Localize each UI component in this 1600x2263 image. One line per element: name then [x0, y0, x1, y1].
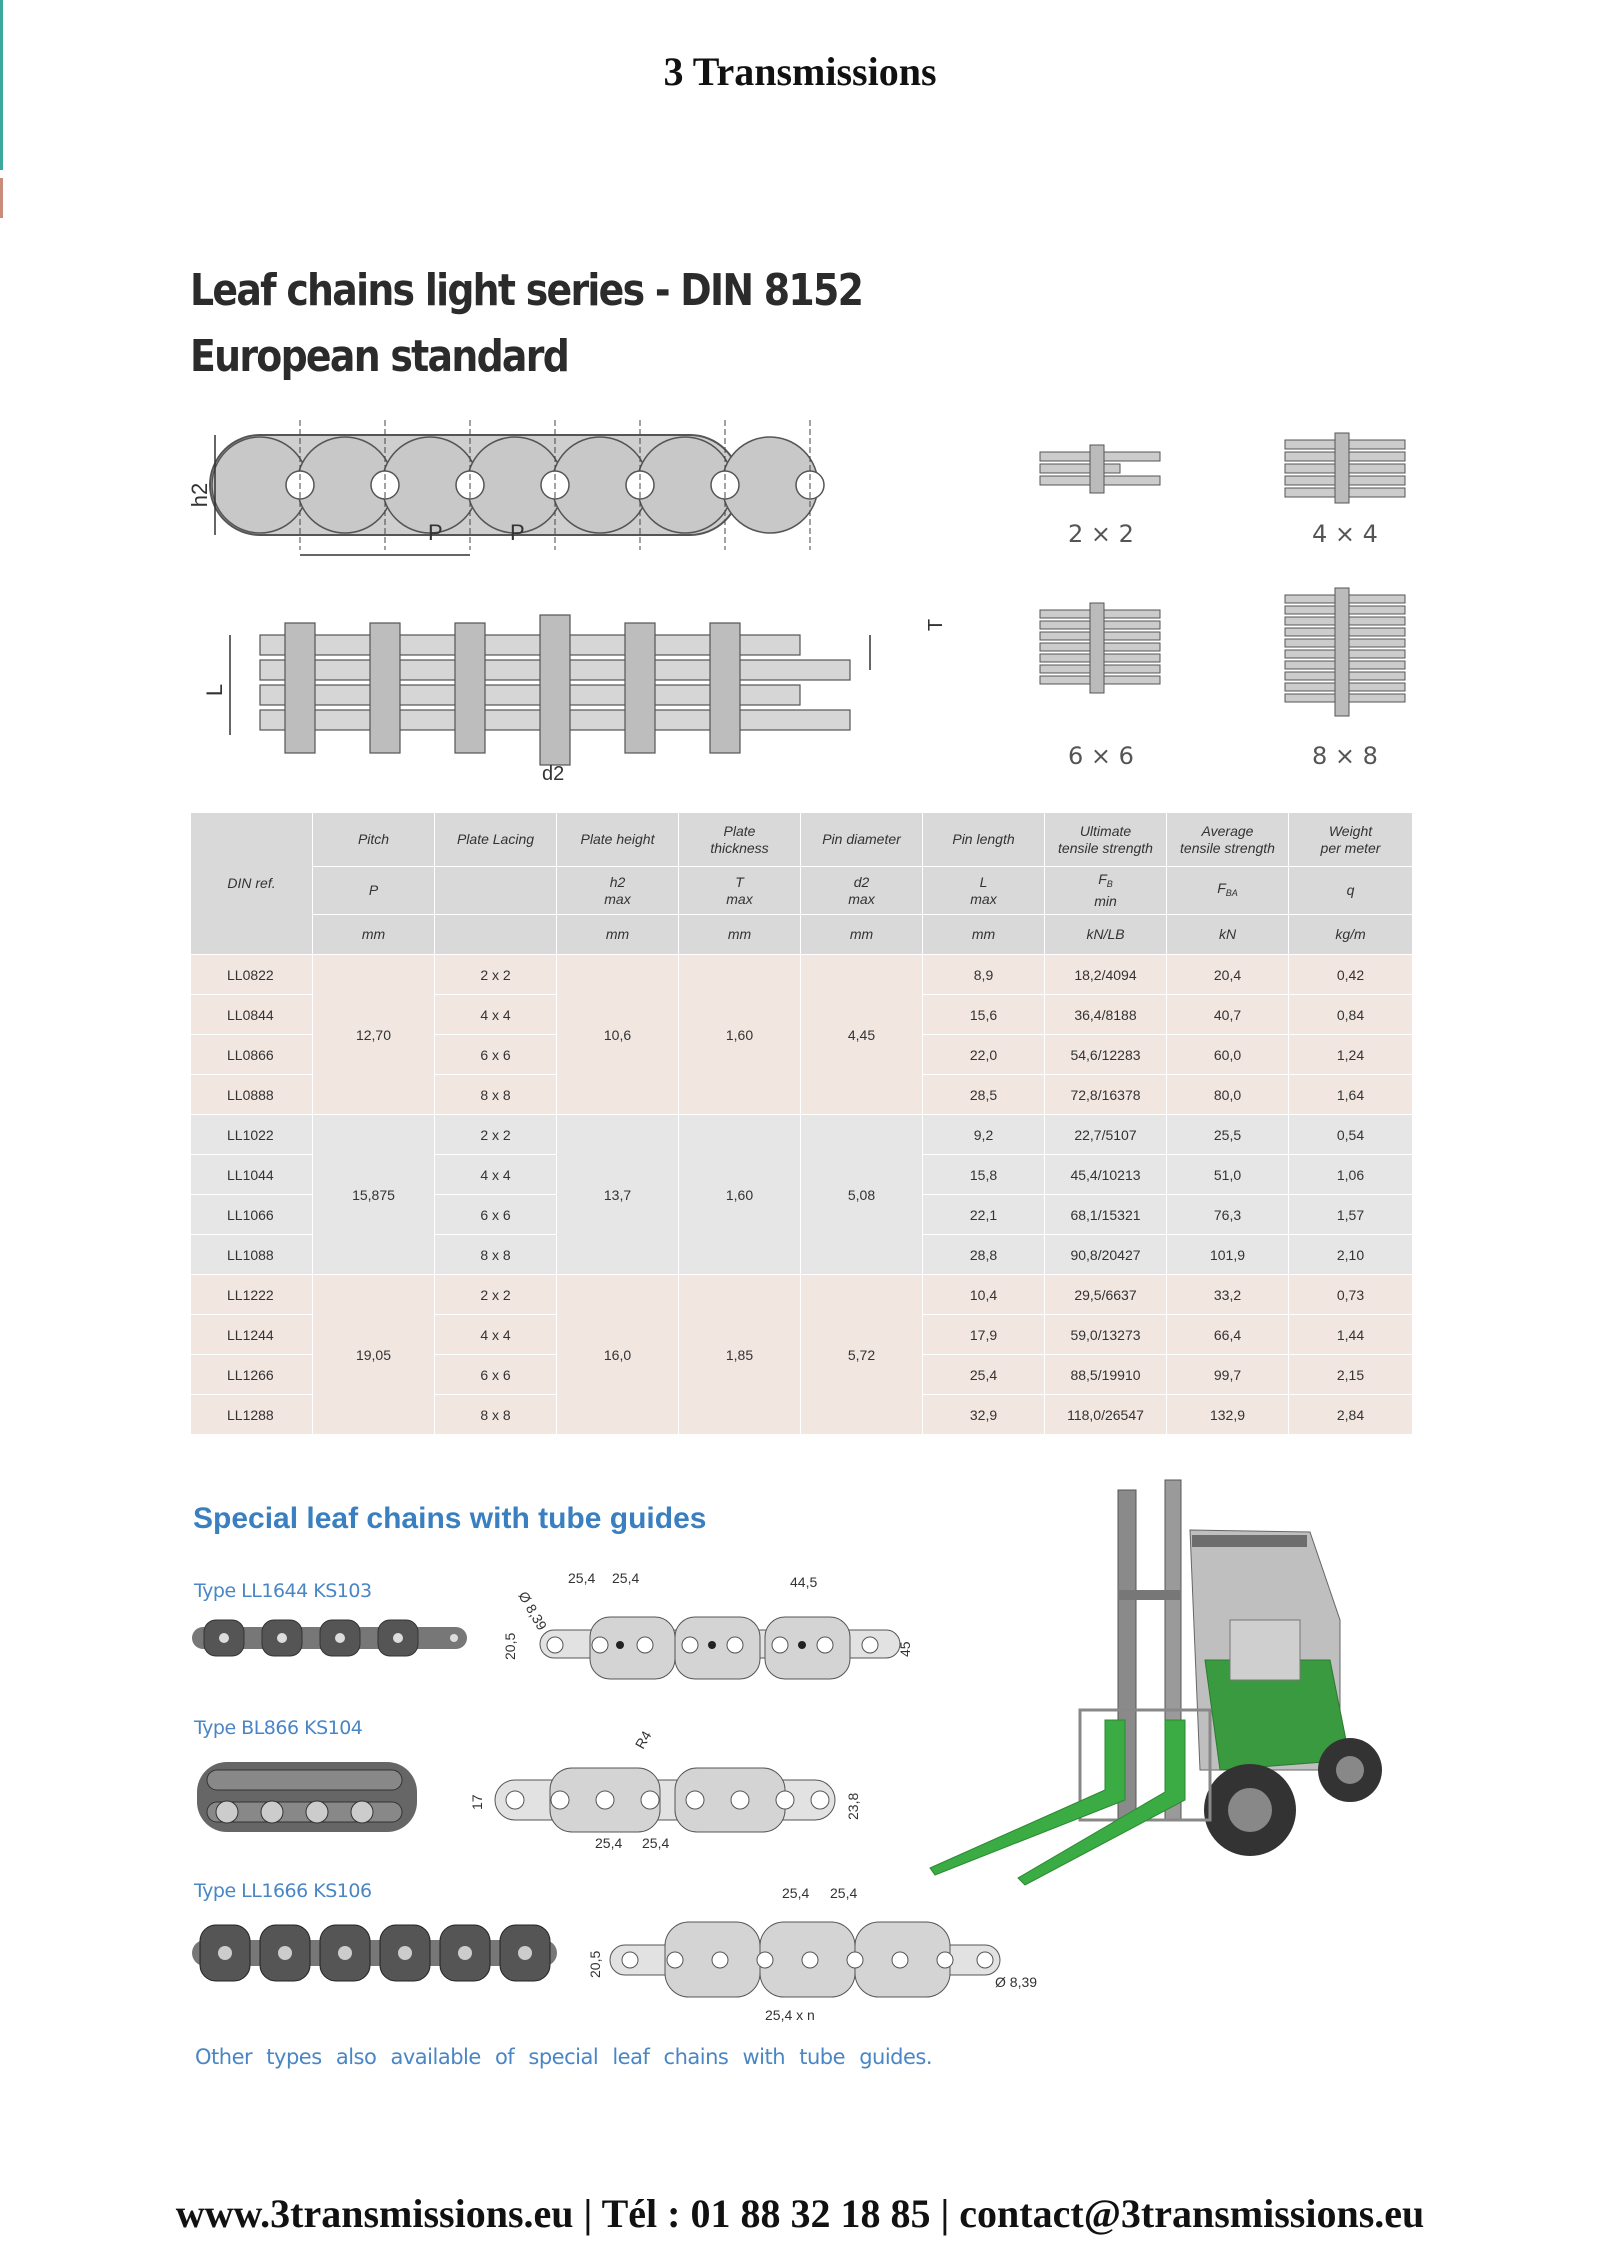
dim-height-2: 17 [469, 1794, 485, 1810]
cell-pin-diameter: 5,08 [801, 1115, 923, 1275]
cell-ref: LL1244 [191, 1315, 313, 1355]
cell-lacing: 6 x 6 [435, 1355, 557, 1395]
lacing-6x6-diagram [1035, 600, 1165, 700]
cell-uts: 18,2/4094 [1045, 955, 1167, 995]
table-row [191, 1115, 1413, 1155]
footer-contact: www.3transmissions.eu | Tél : 01 88 32 18 85 | contact@3transmissions.eu [175, 2191, 1425, 2236]
cell-ref: LL1288 [191, 1395, 313, 1435]
cell-avg: 132,9 [1167, 1395, 1289, 1435]
symbol-pitch: P [313, 867, 435, 915]
cell-lacing: 8 x 8 [435, 1075, 557, 1115]
cell-lacing: 4 x 4 [435, 1155, 557, 1195]
dim-outer-2: 23,8 [845, 1792, 861, 1820]
cell-plate-height: 13,7 [557, 1115, 679, 1275]
cell-pin-length: 10,4 [923, 1275, 1045, 1315]
cell-weight: 1,64 [1289, 1075, 1413, 1115]
dim-diameter-1: Ø 8,39 [515, 1588, 551, 1633]
cell-uts: 72,8/16378 [1045, 1075, 1167, 1115]
lacing-label-6x6: 6 × 6 [1068, 742, 1134, 770]
symbol-lacing [435, 867, 557, 915]
cell-weight: 1,24 [1289, 1035, 1413, 1075]
cell-avg: 60,0 [1167, 1035, 1289, 1075]
symbol-d2: d2 [853, 873, 870, 890]
symbol-plate-height [557, 867, 679, 915]
type-ll1666-label: Type LL1666 KS106 [194, 1880, 372, 1902]
cell-pin-length: 28,8 [923, 1235, 1045, 1275]
t-dimension-label: T [925, 618, 947, 632]
pitch-dimension-label-1: P [428, 520, 443, 545]
header-average-tensile [1167, 813, 1289, 867]
title-line-1: Leaf chains light series - DIN 8152 [190, 265, 863, 316]
dim-pitch-1b: 25,4 [612, 1570, 640, 1586]
symbol-l-max: max [970, 890, 997, 907]
cell-lacing: 8 x 8 [435, 1395, 557, 1435]
table-row [191, 955, 1413, 995]
type-bl866-photo [192, 1752, 427, 1842]
header-din-ref: DIN ref. [191, 813, 313, 955]
cell-pin-length: 15,8 [923, 1155, 1045, 1195]
symbol-weight: q [1289, 867, 1413, 915]
cell-pitch: 12,70 [313, 955, 435, 1115]
header-pitch: Pitch [313, 813, 435, 867]
symbol-t-max: max [726, 890, 753, 907]
cell-uts: 45,4/10213 [1045, 1155, 1167, 1195]
symbol-l: L [979, 873, 988, 890]
cell-lacing: 6 x 6 [435, 1035, 557, 1075]
symbol-fba: F [1217, 879, 1226, 896]
header-avg-l2: tensile strength [1180, 839, 1275, 856]
cell-weight: 2,15 [1289, 1355, 1413, 1395]
symbol-avg [1167, 867, 1289, 915]
cell-ref: LL0888 [191, 1075, 313, 1115]
cell-uts: 118,0/26547 [1045, 1395, 1167, 1435]
lacing-2x2-diagram [1035, 440, 1165, 500]
l-dimension-label: L [202, 683, 227, 697]
cell-lacing: 2 x 2 [435, 1275, 557, 1315]
cell-avg: 33,2 [1167, 1275, 1289, 1315]
dim-height-1: 20,5 [502, 1632, 518, 1660]
cell-lacing: 4 x 4 [435, 1315, 557, 1355]
header-uts-l2: tensile strength [1058, 839, 1153, 856]
lacing-label-8x8: 8 × 8 [1312, 742, 1378, 770]
cell-lacing: 2 x 2 [435, 955, 557, 995]
symbol-pin-diameter [801, 867, 923, 915]
cell-uts: 90,8/20427 [1045, 1235, 1167, 1275]
cell-avg: 101,9 [1167, 1235, 1289, 1275]
cell-pin-diameter: 5,72 [801, 1275, 923, 1435]
cell-ref: LL0822 [191, 955, 313, 995]
cell-avg: 20,4 [1167, 955, 1289, 995]
cell-lacing: 4 x 4 [435, 995, 557, 1035]
forklift-image [930, 1470, 1410, 1915]
pitch-dimension-label-2: P [510, 520, 525, 545]
dim-height-3: 20,5 [587, 1950, 603, 1978]
cell-avg: 99,7 [1167, 1355, 1289, 1395]
cell-uts: 59,0/13273 [1045, 1315, 1167, 1355]
header-plate-height: Plate height [557, 813, 679, 867]
cell-pitch: 19,05 [313, 1275, 435, 1435]
cell-pin-length: 22,1 [923, 1195, 1045, 1235]
h2-dimension-label: h2 [187, 482, 212, 508]
cell-weight: 1,06 [1289, 1155, 1413, 1195]
unit-avg: kN [1167, 915, 1289, 955]
cell-weight: 0,54 [1289, 1115, 1413, 1155]
chain-top-view-diagram [190, 595, 970, 785]
dim-radius-2: R4 [631, 1727, 655, 1752]
cell-ref: LL1088 [191, 1235, 313, 1275]
unit-weight: kg/m [1289, 915, 1413, 955]
cell-pin-length: 9,2 [923, 1115, 1045, 1155]
cell-pin-length: 15,6 [923, 995, 1045, 1035]
symbol-h2-max: max [604, 890, 631, 907]
dim-diameter-3: Ø 8,39 [995, 1974, 1038, 1990]
cell-pin-length: 17,9 [923, 1315, 1045, 1355]
company-name: 3 Transmissions [663, 49, 937, 94]
header-avg-l1: Average [1201, 822, 1254, 839]
symbol-uts [1045, 867, 1167, 915]
symbol-fb-min: min [1094, 893, 1117, 909]
title-line-2: European standard [190, 331, 569, 382]
unit-pin-diameter: mm [801, 915, 923, 955]
dim-width-1: 44,5 [790, 1574, 818, 1590]
type-ll1644-photo [192, 1615, 467, 1665]
cell-pin-length: 25,4 [923, 1355, 1045, 1395]
unit-pitch: mm [313, 915, 435, 955]
type-bl866-label: Type BL866 KS104 [194, 1717, 363, 1739]
cell-weight: 0,42 [1289, 955, 1413, 995]
cell-ref: LL1266 [191, 1355, 313, 1395]
table-row [191, 1275, 1413, 1315]
header-plate-thickness-l2: thickness [710, 839, 769, 856]
type-ll1644-drawing [500, 1565, 940, 1700]
lacing-8x8-diagram [1280, 585, 1410, 720]
other-types-note: Other types also available of special leaf chains with tube guides. [195, 2045, 933, 2069]
dim-pitch-2b: 25,4 [642, 1835, 670, 1851]
header-plate-thickness [679, 813, 801, 867]
header-weight [1289, 813, 1413, 867]
symbol-thickness [679, 867, 801, 915]
lacing-label-4x4: 4 × 4 [1312, 520, 1378, 548]
cell-plate-height: 10,6 [557, 955, 679, 1115]
unit-thickness: mm [679, 915, 801, 955]
type-ll1666-photo [192, 1915, 562, 1995]
cell-weight: 2,84 [1289, 1395, 1413, 1435]
cell-uts: 29,5/6637 [1045, 1275, 1167, 1315]
header-plate-thickness-l1: Plate [723, 822, 756, 839]
edge-accent-red [0, 178, 3, 218]
cell-uts: 36,4/8188 [1045, 995, 1167, 1035]
cell-pitch: 15,875 [313, 1115, 435, 1275]
type-ll1644-label: Type LL1644 KS103 [194, 1580, 372, 1602]
cell-weight: 1,57 [1289, 1195, 1413, 1235]
symbol-fb: F [1098, 871, 1107, 887]
cell-ref: LL1222 [191, 1275, 313, 1315]
cell-uts: 68,1/15321 [1045, 1195, 1167, 1235]
unit-uts: kN/LB [1045, 915, 1167, 955]
cell-plate-height: 16,0 [557, 1275, 679, 1435]
cell-lacing: 8 x 8 [435, 1235, 557, 1275]
cell-thickness: 1,60 [679, 1115, 801, 1275]
dim-length-3: 25,4 x n [765, 2007, 815, 2023]
cell-avg: 80,0 [1167, 1075, 1289, 1115]
cell-thickness: 1,85 [679, 1275, 801, 1435]
dim-pitch-2a: 25,4 [595, 1835, 623, 1851]
lacing-4x4-diagram [1280, 430, 1410, 515]
cell-pin-length: 22,0 [923, 1035, 1045, 1075]
symbol-pin-length [923, 867, 1045, 915]
header-plate-lacing: Plate Lacing [435, 813, 557, 867]
cell-avg: 76,3 [1167, 1195, 1289, 1235]
cell-uts: 22,7/5107 [1045, 1115, 1167, 1155]
cell-lacing: 6 x 6 [435, 1195, 557, 1235]
cell-pin-length: 28,5 [923, 1075, 1045, 1115]
cell-ref: LL1066 [191, 1195, 313, 1235]
cell-avg: 66,4 [1167, 1315, 1289, 1355]
cell-uts: 54,6/12283 [1045, 1035, 1167, 1075]
dim-pitch-3b: 25,4 [830, 1885, 858, 1901]
cell-ref: LL1022 [191, 1115, 313, 1155]
cell-avg: 51,0 [1167, 1155, 1289, 1195]
dim-pitch-3a: 25,4 [782, 1885, 810, 1901]
header-weight-l1: Weight [1328, 822, 1373, 839]
lacing-label-2x2: 2 × 2 [1068, 520, 1134, 548]
dim-pitch-1a: 25,4 [568, 1570, 596, 1586]
unit-plate-height: mm [557, 915, 679, 955]
unit-lacing [435, 915, 557, 955]
cell-pin-diameter: 4,45 [801, 955, 923, 1115]
cell-uts: 88,5/19910 [1045, 1355, 1167, 1395]
cell-pin-length: 8,9 [923, 955, 1045, 995]
header-uts-l1: Ultimate [1079, 822, 1132, 839]
type-bl866-drawing [460, 1720, 880, 1855]
cell-avg: 40,7 [1167, 995, 1289, 1035]
special-section-title: Special leaf chains with tube guides [193, 1502, 707, 1535]
unit-pin-length: mm [923, 915, 1045, 955]
d2-dimension-label: d2 [542, 763, 565, 785]
cell-avg: 25,5 [1167, 1115, 1289, 1155]
spec-table [190, 812, 1413, 1435]
cell-weight: 2,10 [1289, 1235, 1413, 1275]
symbol-fba-index: BA [1225, 887, 1238, 898]
symbol-fb-index: B [1106, 879, 1113, 889]
cell-ref: LL0866 [191, 1035, 313, 1075]
dim-outer-1: 45 [897, 1641, 913, 1657]
cell-weight: 1,44 [1289, 1315, 1413, 1355]
page-title [190, 258, 862, 390]
chain-side-view-diagram [187, 415, 970, 575]
symbol-t: T [735, 873, 744, 890]
header-pin-diameter: Pin diameter [801, 813, 923, 867]
cell-lacing: 2 x 2 [435, 1115, 557, 1155]
cell-weight: 0,84 [1289, 995, 1413, 1035]
header-weight-l2: per meter [1320, 839, 1381, 856]
cell-ref: LL0844 [191, 995, 313, 1035]
header-ultimate-tensile [1045, 813, 1167, 867]
header-pin-length: Pin length [923, 813, 1045, 867]
symbol-d2-max: max [848, 890, 875, 907]
cell-weight: 0,73 [1289, 1275, 1413, 1315]
symbol-h2: h2 [609, 873, 626, 890]
cell-ref: LL1044 [191, 1155, 313, 1195]
cell-pin-length: 32,9 [923, 1395, 1045, 1435]
cell-thickness: 1,60 [679, 955, 801, 1115]
